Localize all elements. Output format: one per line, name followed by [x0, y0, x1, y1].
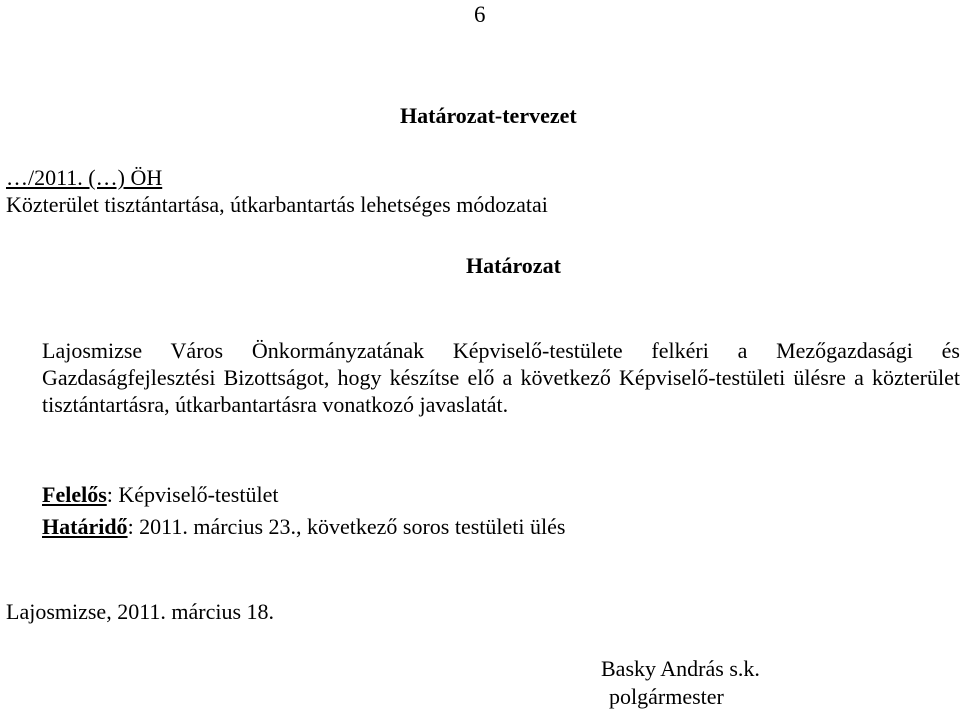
responsible-line [42, 482, 278, 508]
responsible-label: Felelős [42, 482, 107, 507]
signer-name: Basky András s.k. [601, 656, 760, 681]
place-date: Lajosmizse, 2011. március 18. [6, 599, 275, 624]
deadline-line [42, 514, 565, 540]
deadline-value: : 2011. március 23., következő soros testületi ülés [127, 514, 566, 539]
signer-title: polgármester [609, 684, 724, 709]
document-title: Határozat-tervezet [400, 103, 577, 128]
responsible-value: : Képviselő-testület [106, 482, 279, 507]
resolution-number: …/2011. (…) ÖH [6, 165, 163, 190]
page-number: 6 [474, 2, 486, 27]
deadline-label: Határidő [42, 514, 128, 539]
resolution-heading: Határozat [466, 253, 561, 278]
resolution-subject: Közterület tisztántartása, útkarbantartás lehetséges módozatai [6, 192, 548, 217]
resolution-body: Lajosmizse Város Önkormányzatának Képviselő-testülete felkéri a Mezőgazdasági és Gazdaságfejlesztési Bizottságot, hogy készítse elő a következő Képviselő-testületi ülésre a közterület tisztántartásra, útkarbantartásra vonatkozó javaslatát. [42, 338, 960, 417]
